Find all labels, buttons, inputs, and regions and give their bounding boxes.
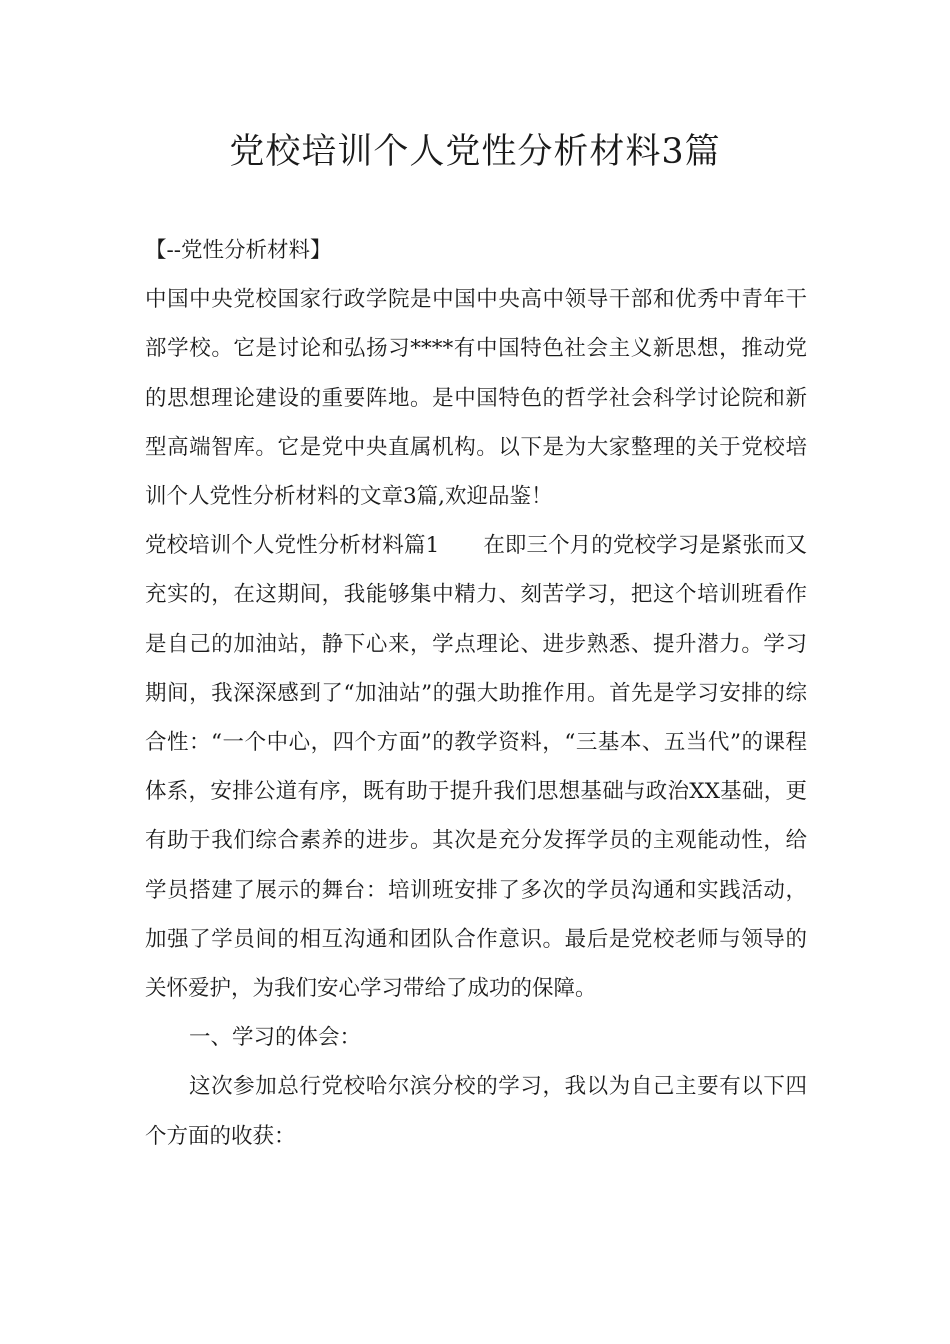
section-1-paragraph: 这次参加总行党校哈尔滨分校的学习，我以为自己主要有以下四个方面的收获： <box>145 1074 807 1149</box>
document-title: 党校培训个人党性分析材料3篇 <box>229 132 721 172</box>
section-1-heading: 一、学习的体会： <box>189 1025 362 1051</box>
intro-paragraph: 中国中央党校国家行政学院是中国中央高中领导干部和优秀中青年干部学校。它是讨论和弘扬习****有中国特色社会主义新思想，推动党的思想理论建设的重要阵地。是中国特色的哲学社会科学讨论院和新型高端智库。它是党中央直属机构。以下是为大家整理的关于党校培训个人党性分析材料的文章3篇,欢迎品鉴！ <box>145 287 807 510</box>
article-1-paragraph <box>145 521 807 1013</box>
category-tag: 【--党性分析材料】 <box>145 238 332 263</box>
document-body <box>145 226 807 1161</box>
article-1-heading: 党校培训个人党性分析材料篇1 <box>145 533 440 559</box>
article-1-body: 在即三个月的党校学习是紧张而又充实的，在这期间，我能够集中精力、刻苦学习，把这个培训班看作是自己的加油站，静下心来，学点理论、进步熟悉、提升潜力。学习期间，我深深感到了“加油站”的强大助推作用。首先是学习安排的综合性：“一个中心，四个方面”的教学资料，“三基本、五当代”的课程体系，安排公道有序，既有助于提升我们思想基础与政治XX基础，更有助于我们综合素养的进步。其次是充分发挥学员的主观能动性，给学员搭建了展示的舞台：培训班安排了多次的学员沟通和实践活动，加强了学员间的相互沟通和团队合作意识。最后是党校老师与领导的关怀爱护，为我们安心学习带给了成功的保障。 <box>145 533 807 1002</box>
